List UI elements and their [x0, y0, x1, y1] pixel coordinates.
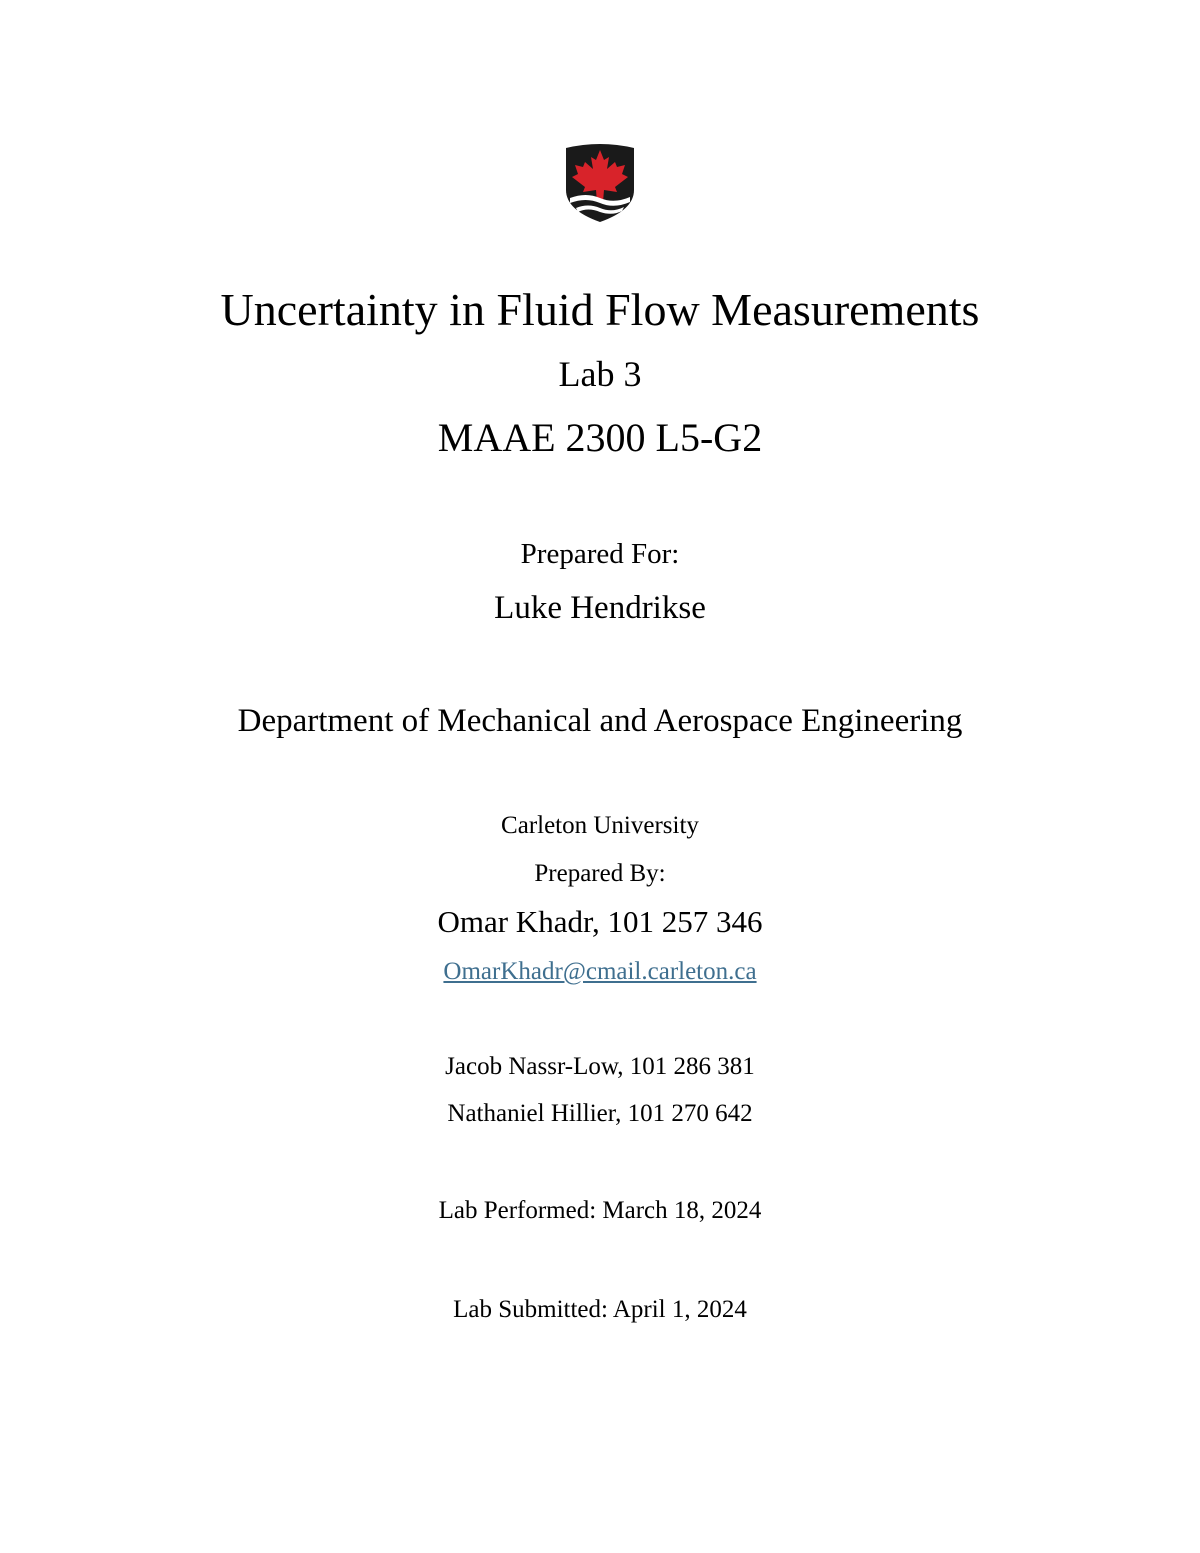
- author-email-line: [0, 959, 1200, 984]
- carleton-logo: [562, 142, 638, 224]
- lab-number: Lab 3: [558, 354, 642, 394]
- course-code: MAAE 2300 L5-G2: [437, 415, 763, 460]
- lab-submitted-date: Lab Submitted: April 1, 2024: [453, 1296, 747, 1323]
- group-member: Nathaniel Hillier, 101 270 642: [447, 1100, 753, 1127]
- lab-performed-date: Lab Performed: March 18, 2024: [438, 1197, 762, 1224]
- author-name: Omar Khadr, 101 257 346: [437, 904, 763, 939]
- report-title: Uncertainty in Fluid Flow Measurements: [220, 284, 980, 335]
- department: Department of Mechanical and Aerospace Engineering: [237, 703, 963, 739]
- prepared-for-label: Prepared For:: [520, 538, 680, 570]
- group-member: Jacob Nassr-Low, 101 286 381: [445, 1053, 755, 1080]
- prepared-by-label: Prepared By:: [534, 860, 666, 887]
- maple-leaf-shield-icon: [562, 142, 638, 224]
- university: Carleton University: [501, 812, 699, 839]
- prepared-for-name: Luke Hendrikse: [494, 590, 706, 626]
- author-email-link[interactable]: OmarKhadr@cmail.carleton.ca: [443, 958, 757, 985]
